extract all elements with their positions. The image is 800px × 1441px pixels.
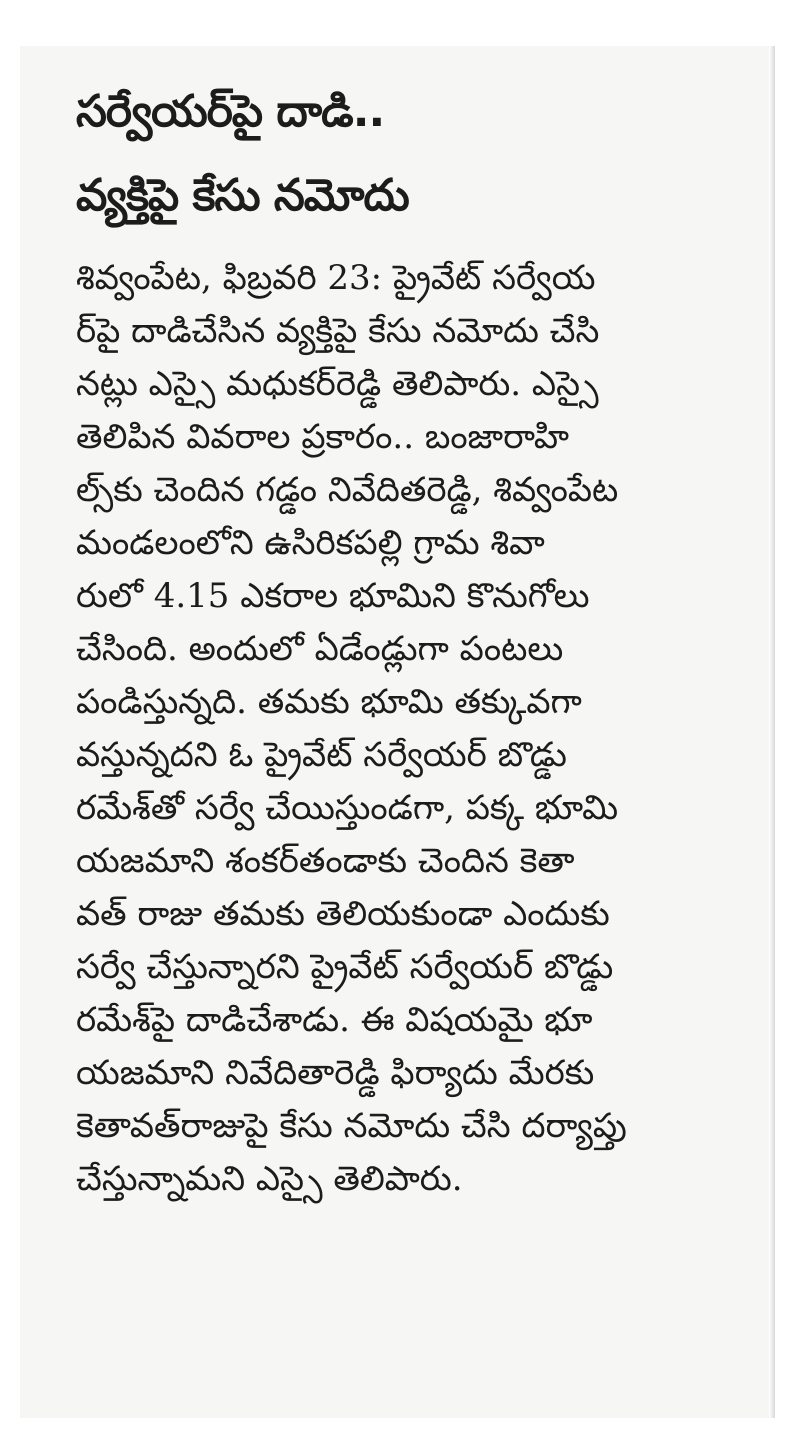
body-line: మండలంలోని ఉసిరికపల్లి గ్రామ శివా: [76, 523, 545, 563]
headline-line-2: వ్యక్తిపై కేసు నమోదు: [76, 170, 409, 221]
body-line: సర్వే చేస్తున్నారని ప్రైవేట్ సర్వేయర్ బొడ్డు: [76, 947, 614, 987]
headline-line-1: సర్వేయర్‌పై దాడి..: [76, 86, 385, 137]
body-line: శివ్వంపేట, ఫిబ్రవరి 23: ప్రైవేట్ సర్వేయ: [76, 258, 596, 298]
body-line: యజమాని నివేదితారెడ్డి ఫిర్యాదు మేరకు: [76, 1053, 595, 1093]
body-line: కెతావత్‌రాజుపై కేసు నమోదు చేసి దర్యాప్తు: [76, 1106, 627, 1146]
body-line: చేస్తున్నామని ఎస్సై తెలిపారు.: [76, 1159, 463, 1199]
body-line: నట్లు ఎస్సై మధుకర్‌రెడ్డి తెలిపారు. ఎస్సై: [76, 364, 599, 404]
body-line: తెలిపిన వివరాల ప్రకారం.. బంజారాహి: [76, 417, 570, 457]
article-body: [76, 252, 737, 1206]
body-line: వస్తున్నదని ఓ ప్రైవేట్ సర్వేయర్ బొడ్డు: [76, 735, 567, 775]
body-line: రమేశ్‌పై దాడిచేశాడు. ఈ విషయమై భూ: [76, 1000, 593, 1040]
body-line: రమేశ్‌తో సర్వే చేయిస్తుండగా, పక్క భూమి: [76, 788, 619, 828]
body-line: చేసింది. అందులో ఏడేండ్లుగా పంటలు: [76, 629, 564, 669]
body-line: యజమాని శంకర్‌తండాకు చెందిన కెతా: [76, 841, 575, 881]
body-line: వత్ రాజు తమకు తెలియకుండా ఎందుకు: [76, 894, 610, 934]
headline: [76, 70, 737, 238]
news-clipping: [20, 46, 775, 1418]
body-line: ర్‌పై దాడిచేసిన వ్యక్తిపై కేసు నమోదు చేసి: [76, 311, 600, 351]
body-line: పండిస్తున్నది. తమకు భూమి తక్కువగా: [76, 682, 582, 722]
clipping-edge: [769, 46, 775, 1418]
body-line: ల్స్‌కు చెందిన గడ్డం నివేదితరెడ్డి, శివ్వంపేట: [76, 470, 619, 510]
body-line: రులో 4.15 ఎకరాల భూమిని కొనుగోలు: [76, 576, 590, 616]
